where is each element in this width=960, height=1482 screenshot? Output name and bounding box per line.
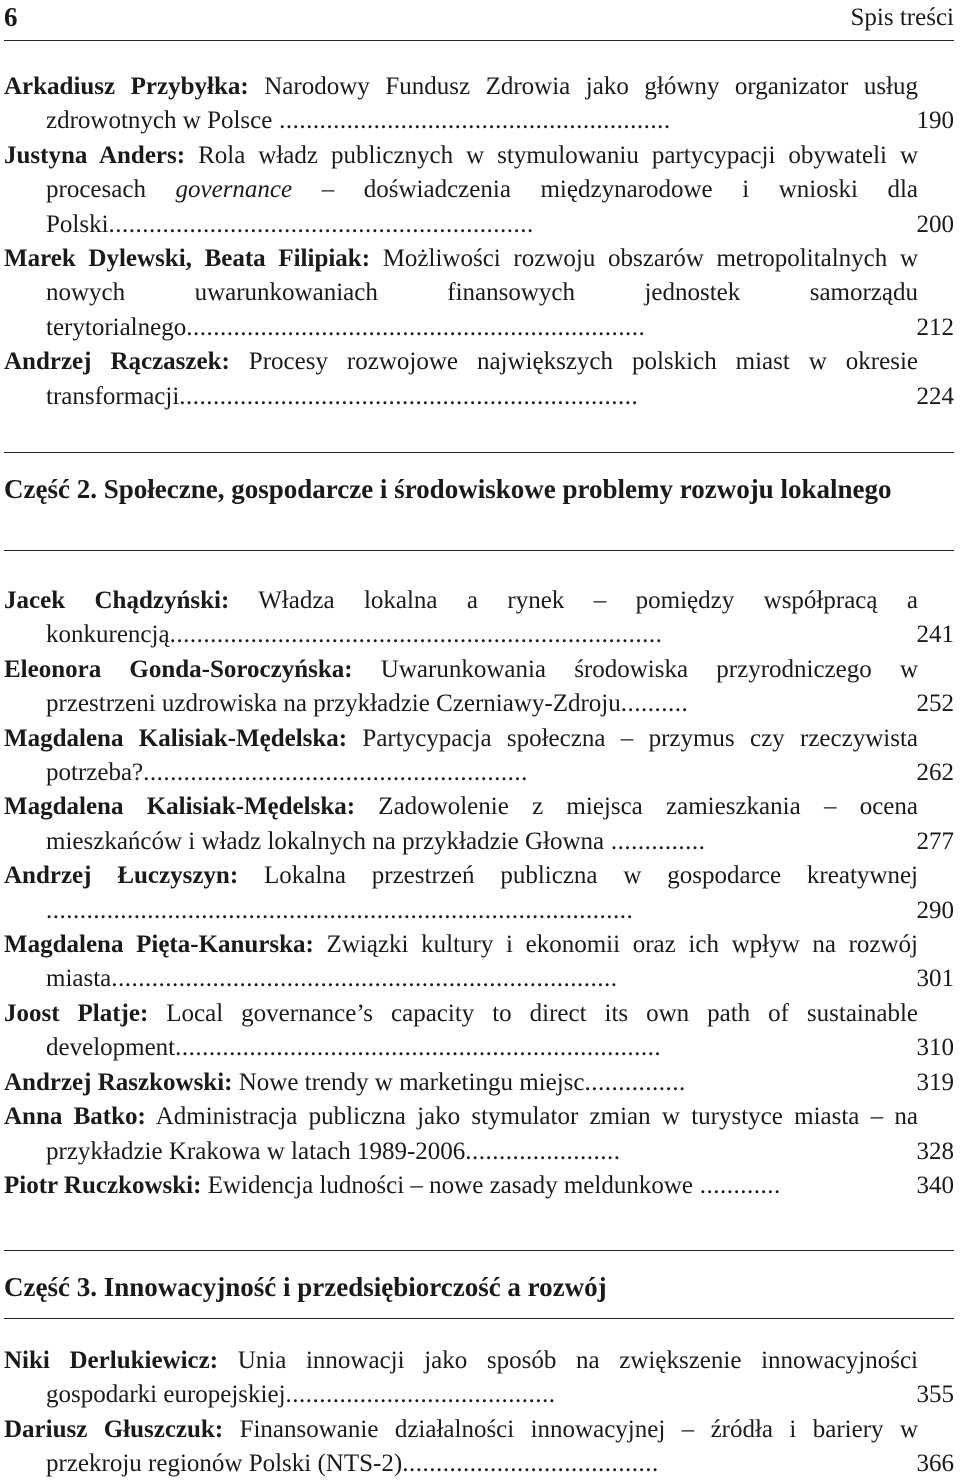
toc-entry[interactable] xyxy=(4,722,954,791)
entry-page-number: 328 xyxy=(916,1137,954,1165)
page-number: 6 xyxy=(4,2,18,32)
dot-leader: ....................................................................................... xyxy=(46,896,634,924)
dot-leader: ............ xyxy=(692,1171,781,1199)
section-rule-top xyxy=(4,1250,954,1251)
entry-title: Związki kultury i ekonomii oraz ich wpływ na rozwój miasta xyxy=(46,931,919,993)
dot-leader: ......................................................................... xyxy=(169,621,663,649)
section-rule-bottom xyxy=(4,1318,954,1319)
entry-author: Dariusz Głuszczuk: xyxy=(4,1415,224,1443)
entry-author: Magdalena Kalisiak-Mędelska: xyxy=(4,793,356,821)
entry-page-number: 290 xyxy=(916,896,954,924)
entry-page-number: 319 xyxy=(916,1068,954,1096)
part3-entries xyxy=(4,1344,954,1482)
entry-title-italic: governance xyxy=(175,176,293,204)
entry-page-number: 355 xyxy=(916,1381,954,1409)
toc-entry[interactable] xyxy=(4,859,954,928)
entry-title: Administracja publiczna jako stymulator zmian w turystyce miasta – na przykładzie Krakowa w latach 1989-2006 xyxy=(46,1103,918,1165)
toc-entry[interactable] xyxy=(4,1100,954,1169)
dot-leader: ...................................... xyxy=(402,1450,659,1478)
dot-leader: .............. xyxy=(604,827,706,855)
toc-entry[interactable] xyxy=(4,1413,954,1482)
entry-title: Zadowolenie z miejsca zamieszkania – ocena mieszkańców i władz lokalnych na przykładzie Głowna xyxy=(46,793,918,855)
entry-title: Nowe trendy w marketingu miejsc xyxy=(232,1068,585,1096)
entry-title: Unia innowacji jako sposób na zwiększenie innowacyjności gospodarki europejskiej xyxy=(46,1347,918,1409)
entry-page-number: 310 xyxy=(916,1034,954,1062)
entry-author: Jacek Chądzyński: xyxy=(4,587,230,614)
entry-page-number: 190 xyxy=(916,107,954,135)
toc-entry[interactable] xyxy=(4,584,954,653)
dot-leader: .................................................................... xyxy=(179,382,639,410)
page-header xyxy=(4,0,954,40)
part2-title: Część 2. Społeczne, gospodarcze i środowiskowe problemy rozwoju lokalnego xyxy=(4,474,892,504)
entry-author: Niki Derlukiewicz: xyxy=(4,1347,219,1374)
entry-title: Uwarunkowania środowiska przyrodniczego w przestrzeni uzdrowiska na przykładzie Czerniawy-Zdroju xyxy=(46,655,918,718)
toc-entry[interactable] xyxy=(4,1344,954,1413)
entry-page-number: 252 xyxy=(916,690,954,718)
toc-entry[interactable] xyxy=(4,1169,954,1203)
entry-page-number: 212 xyxy=(916,313,954,341)
entry-title: Finansowanie działalności innowacyjnej – źródła i bariery w przekroju regionów Polski (NTS-2) xyxy=(46,1415,918,1478)
entry-page-number: 224 xyxy=(916,382,954,410)
entry-author: Andrzej Rączaszek: xyxy=(4,348,230,376)
entry-page-number: 241 xyxy=(916,621,954,649)
dot-leader: .......................................................... xyxy=(272,107,671,135)
entry-title: Ewidencja ludności – nowe zasady meldunkowe xyxy=(201,1171,693,1199)
header-rule xyxy=(4,40,954,41)
entry-title: Lokalna przestrzeń publiczna w gospodarce kreatywnej xyxy=(238,862,918,890)
entry-page-number: 200 xyxy=(916,210,954,238)
part1-entries xyxy=(4,70,954,414)
entry-page-number: 340 xyxy=(916,1171,954,1199)
entry-page-number: 262 xyxy=(916,759,954,787)
dot-leader: ............................................................... xyxy=(108,210,534,238)
entry-title: Local governance’s capacity to direct its own path of sustainable development xyxy=(46,999,918,1062)
entry-author: Justyna Anders: xyxy=(4,141,186,169)
running-head: Spis treści xyxy=(850,4,954,31)
toc-entry[interactable] xyxy=(4,997,954,1066)
toc-entry[interactable] xyxy=(4,345,954,414)
toc-entry[interactable] xyxy=(4,653,954,722)
dot-leader: ......................................................... xyxy=(143,759,528,787)
toc-entry[interactable] xyxy=(4,1066,954,1100)
toc-entry[interactable] xyxy=(4,139,954,242)
entry-author: Piotr Ruczkowski: xyxy=(4,1171,202,1199)
entry-author: Arkadiusz Przybyłka: xyxy=(4,73,249,100)
entry-author: Magdalena Pięta-Kanurska: xyxy=(4,931,314,959)
entry-author: Marek Dylewski, Beata Filipiak: xyxy=(4,245,371,273)
part2-entries xyxy=(4,584,954,1203)
entry-title: Narodowy Fundusz Zdrowia jako główny organizator usług zdrowotnych w Polsce xyxy=(46,73,918,135)
entry-page-number: 366 xyxy=(916,1450,954,1478)
dot-leader: ........................................................................... xyxy=(111,965,618,993)
toc-entry[interactable] xyxy=(4,70,954,139)
section-rule-top xyxy=(4,452,954,453)
entry-author: Anna Batko: xyxy=(4,1103,146,1131)
part3-title: Część 3. Innowacyjność i przedsiębiorczość a rozwój xyxy=(4,1272,607,1302)
toc-entry[interactable] xyxy=(4,242,954,345)
entry-title: Partycypacja społeczna – przymus czy rzeczywista potrzeba? xyxy=(46,724,918,787)
entry-title: Możliwości rozwoju obszarów metropolitalnych w nowych uwarunkowaniach finansowych jednostek samorządu terytorialnego xyxy=(46,245,918,341)
dot-leader: ............... xyxy=(584,1068,686,1096)
entry-title: Procesy rozwojowe największych polskich miast w okresie transformacji xyxy=(46,348,918,410)
entry-author: Andrzej Łuczyszyn: xyxy=(4,862,239,890)
dot-leader: ........................................................................ xyxy=(175,1034,662,1062)
entry-author: Andrzej Raszkowski: xyxy=(4,1068,233,1096)
entry-author: Joost Platje: xyxy=(4,999,149,1027)
toc-entry[interactable] xyxy=(4,790,954,859)
entry-author: Eleonora Gonda-Soroczyńska: xyxy=(4,655,353,683)
entry-author: Magdalena Kalisiak-Mędelska: xyxy=(4,724,348,752)
entry-title: Władza lokalna a rynek – pomiędzy współpracą a konkurencją xyxy=(46,587,918,649)
entry-page-number: 277 xyxy=(916,827,954,855)
dot-leader: ....................... xyxy=(465,1137,621,1165)
section-rule-bottom xyxy=(4,550,954,551)
toc-entry[interactable] xyxy=(4,928,954,997)
dot-leader: .......... xyxy=(620,690,689,718)
dot-leader: ........................................ xyxy=(285,1381,556,1409)
entry-title-cont: – doświadczenia międzynarodowe i wnioski dla Polski xyxy=(46,176,918,238)
entry-title: Rola władz publicznych w stymulowaniu partycypacji obywateli w procesach xyxy=(46,141,919,204)
entry-page-number: 301 xyxy=(916,965,954,993)
dot-leader: .................................................................... xyxy=(186,313,646,341)
